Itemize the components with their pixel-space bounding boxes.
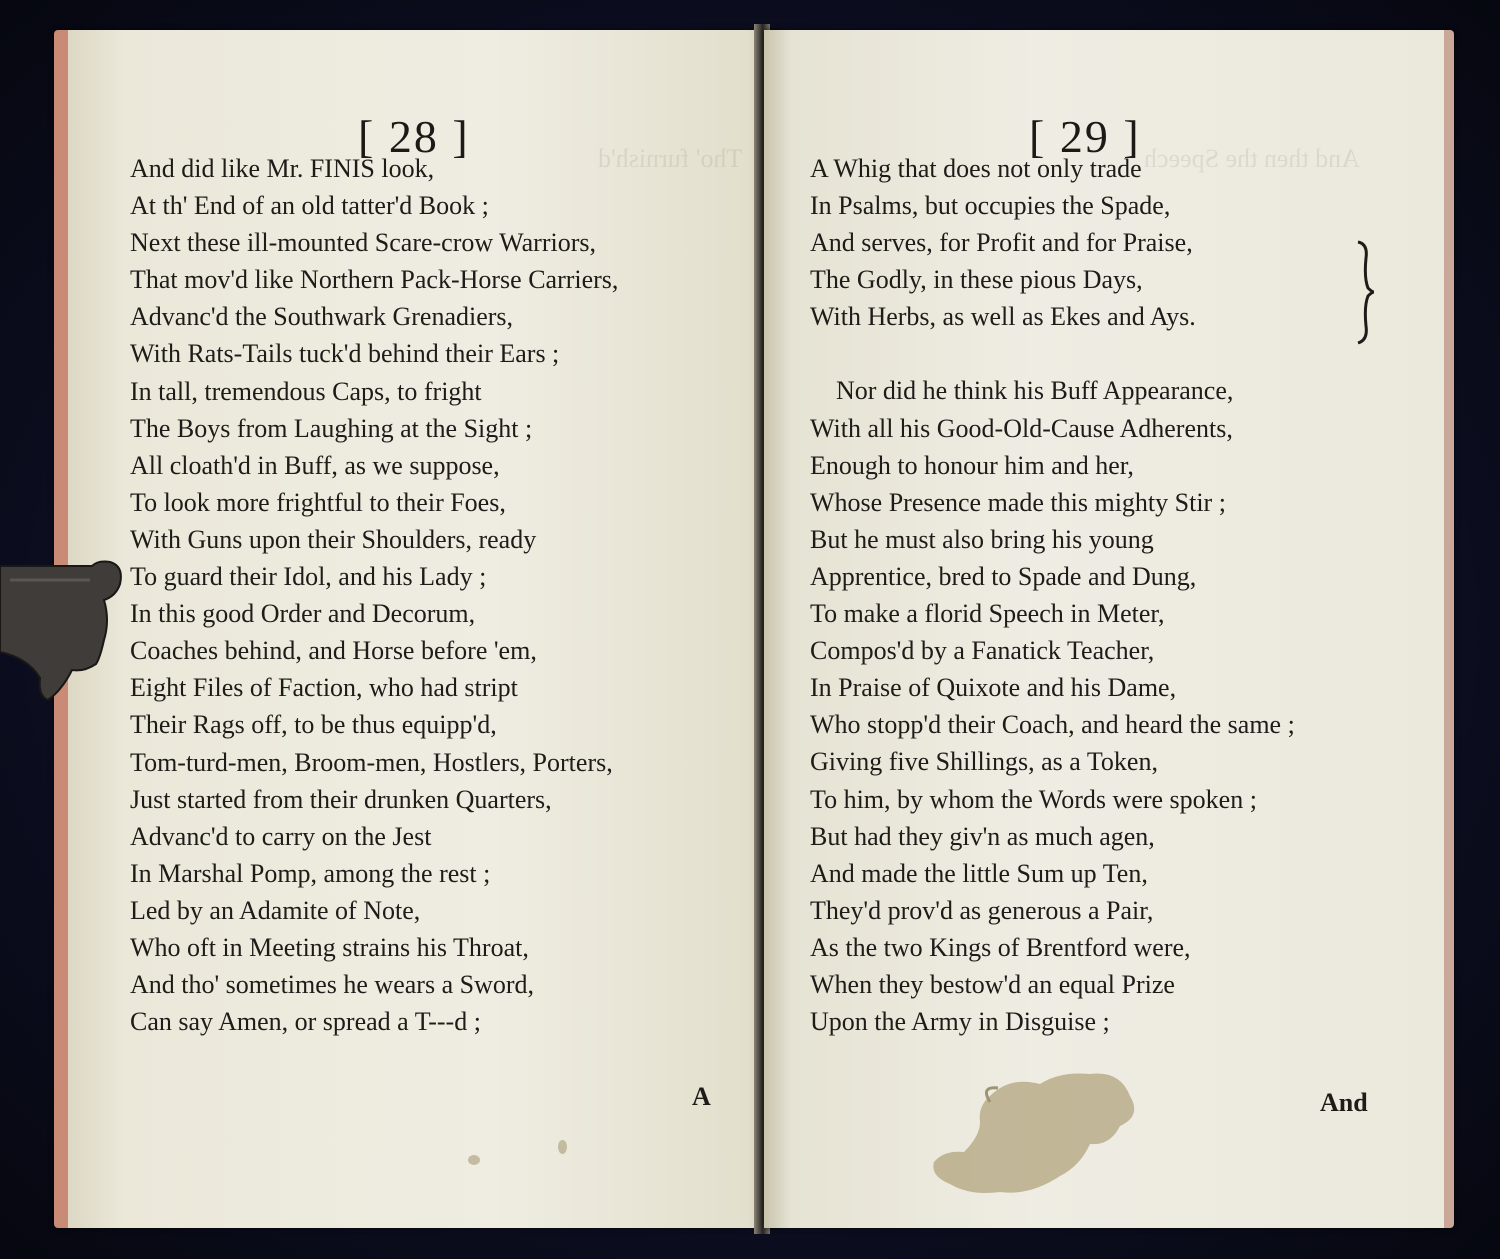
catchword-left: A bbox=[692, 1082, 711, 1111]
verse-line: A Whig that does not only trade bbox=[810, 154, 1142, 183]
verse-line: Next these ill-mounted Scare-crow Warriors, bbox=[130, 228, 596, 258]
stanza-gap bbox=[810, 335, 1295, 372]
verse-line: Enough to honour him and her, bbox=[810, 450, 1134, 480]
verse-line: Can say Amen, or spread a T---d ; bbox=[130, 1007, 481, 1037]
verse-line: But had they giv'n as much agen, bbox=[810, 821, 1155, 851]
verse-line: To look more frightful to their Foes, bbox=[130, 487, 506, 517]
page-number-left: [ 28 ] bbox=[358, 111, 470, 162]
catchword-right: And bbox=[1320, 1088, 1368, 1117]
verse-line: In Psalms, but occupies the Spade, bbox=[810, 191, 1171, 221]
verse-line: The Godly, in these pious Days, bbox=[810, 265, 1143, 295]
verse-line: To make a florid Speech in Meter, bbox=[810, 599, 1165, 629]
foxing-spot bbox=[558, 1140, 567, 1154]
verse-line: Nor did he think his Buff Appearance, bbox=[836, 376, 1234, 406]
foxing-spot bbox=[468, 1155, 480, 1165]
verse-line: With Herbs, as well as Ekes and Ays. bbox=[810, 302, 1196, 332]
verse-line: Compos'd by a Fanatick Teacher, bbox=[810, 636, 1155, 666]
verse-line: Led by an Adamite of Note, bbox=[130, 895, 421, 925]
verse-line: As the two Kings of Brentford were, bbox=[810, 932, 1191, 962]
verse-line: Tom-turd-men, Broom-men, Hostlers, Porters, bbox=[130, 747, 613, 777]
verse-line: Apprentice, bred to Spade and Dung, bbox=[810, 561, 1197, 591]
verse-line: That mov'd like Northern Pack-Horse Carriers, bbox=[130, 265, 619, 295]
verse-line: Advanc'd the Southwark Grenadiers, bbox=[130, 302, 514, 332]
verse-line: To guard their Idol, and his Lady ; bbox=[130, 562, 487, 592]
verse-line: Giving five Shillings, as a Token, bbox=[810, 747, 1158, 777]
verse-line: The Boys from Laughing at the Sight ; bbox=[130, 413, 533, 443]
verse-line: Eight Files of Faction, who had stript bbox=[130, 673, 518, 703]
metal-clasp bbox=[0, 560, 124, 702]
bleed-through-text: Tho' furnish'd bbox=[598, 144, 743, 173]
verse-line: Upon the Army in Disguise ; bbox=[810, 1007, 1110, 1037]
verse-line: Just started from their drunken Quarters, bbox=[130, 784, 552, 814]
verse-line: And serves, for Profit and for Praise, bbox=[810, 228, 1193, 258]
verse-line: With Guns upon their Shoulders, ready bbox=[130, 524, 537, 554]
verse-line: All cloath'd in Buff, as we suppose, bbox=[130, 450, 500, 480]
verse-line: Whose Presence made this mighty Stir ; bbox=[810, 487, 1226, 517]
verse-line: Coaches behind, and Horse before 'em, bbox=[130, 636, 537, 666]
verse-line: And tho' sometimes he wears a Sword, bbox=[130, 970, 535, 1000]
verse-line: Advanc'd to carry on the Jest bbox=[130, 821, 432, 851]
verse-line: With all his Good-Old-Cause Adherents, bbox=[810, 413, 1233, 443]
verse-line: At th' End of an old tatter'd Book ; bbox=[130, 191, 489, 221]
verse-block-right bbox=[810, 150, 1295, 1040]
verse-line: But he must also bring his young bbox=[810, 524, 1154, 554]
verse-line: With Rats-Tails tuck'd behind their Ears ; bbox=[130, 339, 560, 369]
verse-line: To him, by whom the Words were spoken ; bbox=[810, 784, 1257, 814]
left-page bbox=[54, 30, 776, 1228]
bleed-through-text: And then the Speech bbox=[1144, 144, 1360, 173]
verse-line: In Praise of Quixote and his Dame, bbox=[810, 673, 1177, 703]
verse-block-left bbox=[130, 150, 618, 1040]
page-number-right: [ 29 ] bbox=[1029, 111, 1141, 162]
paper-damage-stain bbox=[920, 1066, 1150, 1200]
verse-line: In Marshal Pomp, among the rest ; bbox=[130, 858, 491, 888]
verse-line: And made the little Sum up Ten, bbox=[810, 858, 1148, 888]
verse-line: Who oft in Meeting strains his Throat, bbox=[130, 932, 529, 962]
verse-line: They'd prov'd as generous a Pair, bbox=[810, 895, 1154, 925]
verse-line: In this good Order and Decorum, bbox=[130, 599, 476, 629]
curly-brace-icon bbox=[1354, 240, 1376, 345]
verse-line: Who stopp'd their Coach, and heard the same ; bbox=[810, 710, 1295, 740]
verse-line: And did like Mr. FINIS look, bbox=[130, 154, 435, 183]
verse-line: Their Rags off, to be thus equipp'd, bbox=[130, 710, 497, 740]
verse-line: When they bestow'd an equal Prize bbox=[810, 969, 1175, 999]
verse-line: In tall, tremendous Caps, to fright bbox=[130, 376, 482, 406]
right-page bbox=[764, 30, 1454, 1228]
